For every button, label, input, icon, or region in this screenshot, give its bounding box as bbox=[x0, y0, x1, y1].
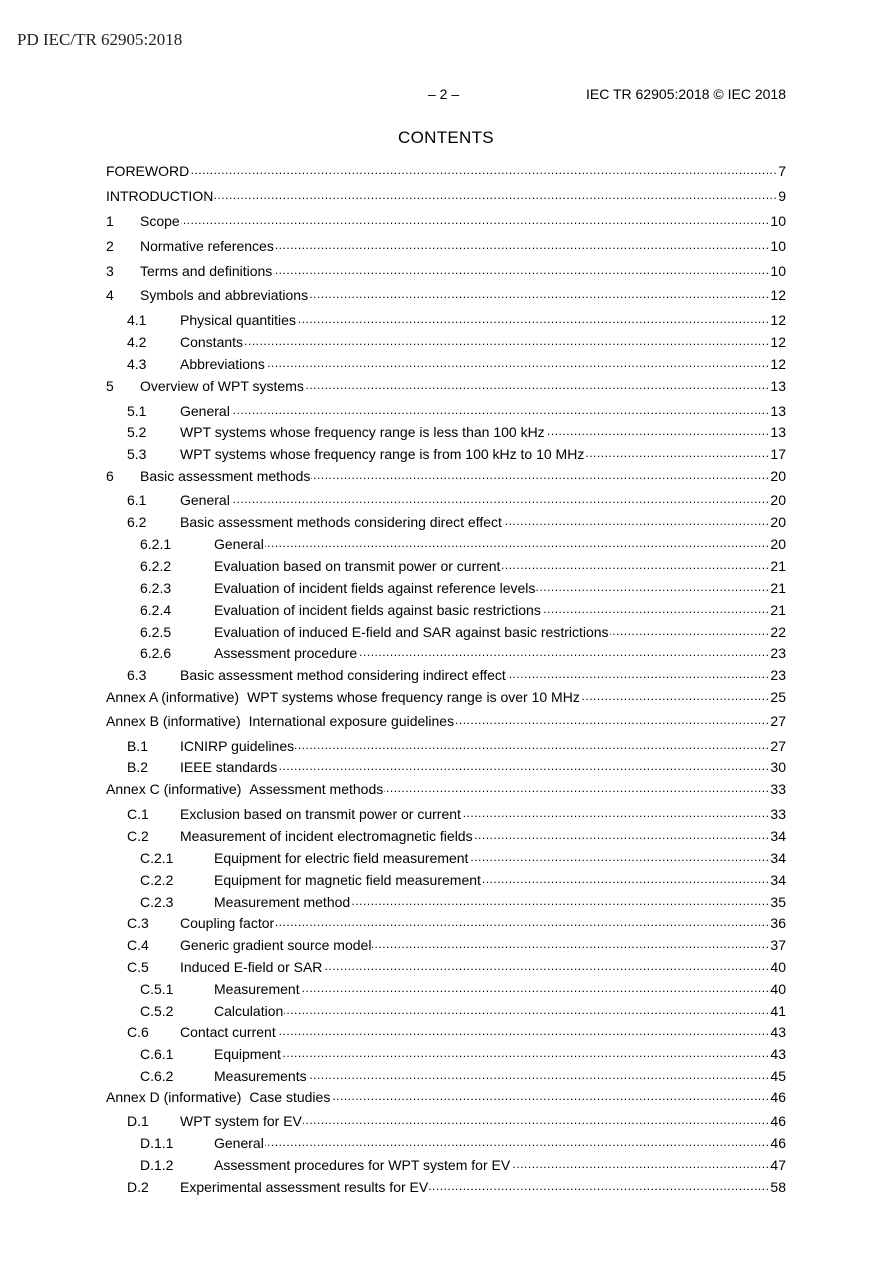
dot-leader bbox=[282, 1047, 769, 1059]
dot-leader bbox=[331, 1090, 769, 1102]
dot-leader bbox=[265, 1136, 770, 1148]
toc-entry-label: Basic assessment methods considering direct effect bbox=[180, 514, 502, 530]
toc-entry-number: 6.2.3 bbox=[140, 580, 172, 596]
toc-entry-page: 58 bbox=[770, 1179, 786, 1195]
dot-leader bbox=[429, 1180, 769, 1192]
dot-leader bbox=[308, 1069, 770, 1081]
toc-entry-page: 47 bbox=[770, 1157, 786, 1173]
toc-entry[interactable] bbox=[127, 445, 786, 463]
toc-entry-label: Assessment procedure bbox=[214, 645, 358, 661]
toc-entry-page: 13 bbox=[770, 378, 786, 394]
toc-entry-page: 35 bbox=[770, 894, 786, 910]
toc-entry-number: 4.1 bbox=[127, 312, 147, 328]
toc-entry[interactable] bbox=[140, 1134, 786, 1152]
toc-entry-page: 40 bbox=[770, 981, 786, 997]
toc-entry-label: Evaluation of incident fields against basic restrictions bbox=[214, 602, 541, 618]
document-id: IEC TR 62905:2018 © IEC 2018 bbox=[586, 86, 786, 102]
dot-leader bbox=[275, 916, 769, 928]
dot-leader bbox=[266, 357, 770, 369]
toc-entry-label: Contact current bbox=[180, 1024, 276, 1040]
dot-leader bbox=[275, 239, 770, 251]
toc-entry-number: 6.2.5 bbox=[140, 624, 172, 640]
toc-entry-label: General bbox=[180, 403, 230, 419]
toc-entry-label: ICNIRP guidelines bbox=[180, 738, 295, 754]
toc-entry-number: C.5.1 bbox=[140, 981, 174, 997]
dot-leader bbox=[297, 313, 769, 325]
toc-entry-page: 34 bbox=[770, 872, 786, 888]
toc-entry-number: C.5.2 bbox=[140, 1003, 174, 1019]
toc-entry-number: D.1.1 bbox=[140, 1135, 174, 1151]
toc-entry[interactable] bbox=[127, 1112, 786, 1130]
toc-entry-number: C.5 bbox=[127, 959, 149, 975]
toc-entry-number: 1 bbox=[106, 213, 114, 229]
dot-leader bbox=[181, 214, 770, 226]
toc-entry-page: 27 bbox=[770, 713, 786, 729]
toc-entry-label: Basic assessment method considering indirect effect bbox=[180, 667, 506, 683]
dot-leader bbox=[507, 668, 770, 680]
toc-entry-page: 36 bbox=[770, 915, 786, 931]
toc-entry-page: 34 bbox=[770, 850, 786, 866]
toc-entry-page: 25 bbox=[770, 689, 786, 705]
toc-entry[interactable] bbox=[140, 644, 786, 662]
dot-leader bbox=[265, 537, 770, 549]
toc-entry-number: C.6.2 bbox=[140, 1068, 174, 1084]
toc-entry-label: WPT systems whose frequency range is from 100 kHz to 10 MHz bbox=[180, 446, 585, 462]
toc-entry-label: WPT systems whose frequency range is over 10 MHz bbox=[247, 689, 580, 705]
toc-entry[interactable] bbox=[127, 827, 786, 845]
toc-entry-label: Measurements bbox=[214, 1068, 307, 1084]
toc-entry-label: Normative references bbox=[140, 238, 274, 254]
contents-title: CONTENTS bbox=[398, 128, 494, 147]
toc-entry-label: Case studies bbox=[249, 1089, 331, 1105]
toc-entry-number: D.1.2 bbox=[140, 1157, 174, 1173]
toc-entry-label: Equipment for electric field measurement bbox=[214, 850, 469, 866]
toc-entry-page: 27 bbox=[770, 738, 786, 754]
toc-entry-page: 13 bbox=[770, 424, 786, 440]
toc-entry-label: Evaluation based on transmit power or current bbox=[214, 558, 501, 574]
dot-leader bbox=[284, 1004, 769, 1016]
toc-entry-page: 12 bbox=[770, 312, 786, 328]
toc-entry-label: INTRODUCTION bbox=[106, 188, 214, 204]
toc-entry-number: C.2.3 bbox=[140, 894, 174, 910]
dot-leader bbox=[214, 189, 777, 201]
toc-entry-label: Coupling factor bbox=[180, 915, 275, 931]
toc-entry-number: 5 bbox=[106, 378, 114, 394]
toc-entry-number: 6.1 bbox=[127, 492, 147, 508]
toc-entry[interactable] bbox=[106, 187, 786, 205]
toc-entry-page: 20 bbox=[770, 468, 786, 484]
toc-entry-number: Annex C (informative) bbox=[106, 781, 242, 797]
toc-entry-number: 5.3 bbox=[127, 446, 147, 462]
toc-entry-page: 45 bbox=[770, 1068, 786, 1084]
toc-entry-page: 12 bbox=[770, 334, 786, 350]
dot-leader bbox=[278, 760, 769, 772]
toc-entry[interactable] bbox=[127, 737, 786, 755]
toc-entry-number: 2 bbox=[106, 238, 114, 254]
toc-entry-number: 6.2.1 bbox=[140, 536, 172, 552]
toc-entry-page: 40 bbox=[770, 959, 786, 975]
toc-entry[interactable] bbox=[106, 237, 786, 255]
dot-leader bbox=[384, 782, 769, 794]
toc-entry[interactable] bbox=[140, 893, 786, 911]
toc-entry-number: C.1 bbox=[127, 806, 149, 822]
toc-entry[interactable] bbox=[127, 936, 786, 954]
toc-entry[interactable] bbox=[127, 914, 786, 932]
toc-entry-page: 23 bbox=[770, 645, 786, 661]
toc-entry-label: Terms and definitions bbox=[140, 263, 273, 279]
toc-entry[interactable] bbox=[106, 780, 786, 798]
toc-entry[interactable] bbox=[106, 162, 786, 180]
toc-entry[interactable] bbox=[127, 491, 786, 509]
dot-leader bbox=[244, 335, 769, 347]
toc-entry-page: 20 bbox=[770, 536, 786, 552]
toc-entry-number: 4.2 bbox=[127, 334, 147, 350]
toc-entry-page: 33 bbox=[770, 781, 786, 797]
toc-entry-label: Induced E-field or SAR bbox=[180, 959, 323, 975]
toc-entry[interactable] bbox=[127, 423, 786, 441]
dot-leader bbox=[358, 646, 769, 658]
toc-entry-label: Overview of WPT systems bbox=[140, 378, 304, 394]
toc-entry[interactable] bbox=[106, 712, 786, 730]
dot-leader bbox=[501, 559, 769, 571]
toc-entry-page: 37 bbox=[770, 937, 786, 953]
dot-leader bbox=[303, 1114, 770, 1126]
toc-entry[interactable] bbox=[140, 535, 786, 553]
toc-entry-page: 20 bbox=[770, 492, 786, 508]
dot-leader bbox=[231, 404, 770, 416]
toc-entry-page: 22 bbox=[770, 624, 786, 640]
dot-leader bbox=[323, 960, 769, 972]
toc-entry[interactable] bbox=[140, 557, 786, 575]
toc-entry-number: 6.2.4 bbox=[140, 602, 172, 618]
toc-entry[interactable] bbox=[140, 623, 786, 641]
toc-entry-label: WPT systems whose frequency range is less than 100 kHz bbox=[180, 424, 545, 440]
dot-leader bbox=[190, 164, 777, 176]
toc-entry-label: General bbox=[214, 536, 264, 552]
toc-entry[interactable] bbox=[140, 601, 786, 619]
toc-entry-label: Symbols and abbreviations bbox=[140, 287, 309, 303]
toc-entry-page: 7 bbox=[778, 163, 786, 179]
dot-leader bbox=[277, 1025, 770, 1037]
toc-entry-number: 4.3 bbox=[127, 356, 147, 372]
dot-leader bbox=[585, 447, 769, 459]
dot-leader bbox=[455, 714, 769, 726]
dot-leader bbox=[372, 938, 769, 950]
toc-entry-label: Calculation bbox=[214, 1003, 284, 1019]
toc-entry[interactable] bbox=[106, 377, 786, 395]
dot-leader bbox=[482, 873, 770, 885]
toc-entry-number: Annex B (informative) bbox=[106, 713, 241, 729]
toc-entry[interactable] bbox=[127, 513, 786, 531]
toc-entry[interactable] bbox=[106, 212, 786, 230]
toc-entry-number: 6.3 bbox=[127, 667, 147, 683]
toc-entry-label: Measurement of incident electromagnetic fields bbox=[180, 828, 473, 844]
dot-leader bbox=[309, 288, 769, 300]
dot-leader bbox=[301, 982, 770, 994]
toc-entry-label: Evaluation of induced E-field and SAR against basic restrictions bbox=[214, 624, 609, 640]
toc-entry-page: 20 bbox=[770, 514, 786, 530]
toc-entry[interactable] bbox=[140, 980, 786, 998]
toc-entry-page: 43 bbox=[770, 1024, 786, 1040]
toc-entry-label: Exclusion based on transmit power or current bbox=[180, 806, 461, 822]
toc-entry-number: Annex A (informative) bbox=[106, 689, 240, 705]
toc-entry[interactable] bbox=[140, 1067, 786, 1085]
toc-entry-number: C.4 bbox=[127, 937, 149, 953]
dot-leader bbox=[469, 851, 769, 863]
dot-leader bbox=[351, 895, 769, 907]
toc-entry-label: General bbox=[214, 1135, 264, 1151]
dot-leader bbox=[462, 807, 770, 819]
toc-entry-label: Generic gradient source model bbox=[180, 937, 372, 953]
toc-entry-label: Scope bbox=[140, 213, 180, 229]
document-stamp: PD IEC/TR 62905:2018 bbox=[17, 30, 183, 49]
toc-entry-label: IEEE standards bbox=[180, 759, 278, 775]
toc-entry-label: Measurement bbox=[214, 981, 300, 997]
page-header bbox=[0, 86, 892, 104]
toc-entry-page: 46 bbox=[770, 1135, 786, 1151]
toc-entry-number: Annex D (informative) bbox=[106, 1089, 242, 1105]
toc-entry-number: C.3 bbox=[127, 915, 149, 931]
toc-entry-page: 30 bbox=[770, 759, 786, 775]
toc-entry[interactable] bbox=[127, 805, 786, 823]
toc-entry-label: WPT system for EV bbox=[180, 1113, 302, 1129]
toc-entry[interactable] bbox=[127, 333, 786, 351]
dot-leader bbox=[581, 690, 770, 702]
toc-entry[interactable] bbox=[127, 402, 786, 420]
dot-leader bbox=[273, 264, 769, 276]
toc-entry-page: 10 bbox=[770, 213, 786, 229]
toc-entry[interactable] bbox=[127, 1023, 786, 1041]
toc-entry-number: 5.2 bbox=[127, 424, 147, 440]
toc-entry-number: D.1 bbox=[127, 1113, 149, 1129]
toc-entry-label: Assessment procedures for WPT system for EV bbox=[214, 1157, 511, 1173]
toc-entry-label: Constants bbox=[180, 334, 244, 350]
toc-entry-label: Basic assessment methods bbox=[140, 468, 311, 484]
toc-entry-page: 12 bbox=[770, 287, 786, 303]
toc-entry-number: 6.2 bbox=[127, 514, 147, 530]
toc-entry[interactable] bbox=[140, 849, 786, 867]
toc-entry[interactable] bbox=[140, 1002, 786, 1020]
dot-leader bbox=[536, 581, 769, 593]
toc-entry[interactable] bbox=[140, 1045, 786, 1063]
toc-entry-label: Equipment bbox=[214, 1046, 281, 1062]
toc-entry-page: 17 bbox=[770, 446, 786, 462]
toc-entry[interactable] bbox=[127, 958, 786, 976]
toc-entry-page: 21 bbox=[770, 602, 786, 618]
toc-entry-page: 34 bbox=[770, 828, 786, 844]
toc-entry-number: D.2 bbox=[127, 1179, 149, 1195]
toc-entry[interactable] bbox=[140, 579, 786, 597]
toc-entry-page: 21 bbox=[770, 558, 786, 574]
toc-entry-page: 23 bbox=[770, 667, 786, 683]
toc-entry-page: 46 bbox=[770, 1113, 786, 1129]
toc-entry-page: 21 bbox=[770, 580, 786, 596]
dot-leader bbox=[610, 625, 770, 637]
toc-entry-number: 6 bbox=[106, 468, 114, 484]
dot-leader bbox=[511, 1158, 769, 1170]
page-number: – 2 – bbox=[428, 86, 460, 102]
toc-entry[interactable] bbox=[140, 1156, 786, 1174]
dot-leader bbox=[295, 739, 769, 751]
toc-entry-label: General bbox=[180, 492, 230, 508]
toc-entry-number: B.2 bbox=[127, 759, 149, 775]
toc-entry[interactable] bbox=[140, 871, 786, 889]
toc-entry-label: Abbreviations bbox=[180, 356, 265, 372]
toc-entry-page: 10 bbox=[770, 238, 786, 254]
toc-entry-label: International exposure guidelines bbox=[248, 713, 455, 729]
toc-entry-page: 43 bbox=[770, 1046, 786, 1062]
toc-entry-label: FOREWORD bbox=[106, 163, 190, 179]
toc-entry-number: C.2.1 bbox=[140, 850, 174, 866]
toc-entry[interactable] bbox=[127, 666, 786, 684]
dot-leader bbox=[542, 603, 770, 615]
dot-leader bbox=[305, 379, 770, 391]
toc-entry[interactable] bbox=[127, 311, 786, 329]
toc-entry[interactable] bbox=[106, 262, 786, 280]
toc-entry-number: 3 bbox=[106, 263, 114, 279]
toc-entry-page: 12 bbox=[770, 356, 786, 372]
toc-entry-label: Assessment methods bbox=[249, 781, 384, 797]
dot-leader bbox=[503, 515, 770, 527]
toc-entry-number: C.6 bbox=[127, 1024, 149, 1040]
toc-entry-number: 4 bbox=[106, 287, 114, 303]
dot-leader bbox=[546, 425, 770, 437]
toc-entry-number: 6.2.2 bbox=[140, 558, 172, 574]
toc-entry-label: Physical quantities bbox=[180, 312, 296, 328]
dot-leader bbox=[474, 829, 770, 841]
toc-entry-page: 46 bbox=[770, 1089, 786, 1105]
toc-entry[interactable] bbox=[127, 1178, 786, 1196]
toc-entry-number: B.1 bbox=[127, 738, 149, 754]
toc-entry[interactable] bbox=[127, 355, 786, 373]
toc-entry-label: Evaluation of incident fields against reference levels bbox=[214, 580, 536, 596]
toc-entry[interactable] bbox=[106, 1088, 786, 1106]
toc-entry-page: 10 bbox=[770, 263, 786, 279]
toc-entry[interactable] bbox=[106, 467, 786, 485]
toc-entry-page: 9 bbox=[778, 188, 786, 204]
toc-entry-page: 41 bbox=[770, 1003, 786, 1019]
toc-entry[interactable] bbox=[106, 688, 786, 706]
toc-entry[interactable] bbox=[106, 286, 786, 304]
toc-entry-number: C.2 bbox=[127, 828, 149, 844]
toc-entry-label: Measurement method bbox=[214, 894, 351, 910]
toc-entry[interactable] bbox=[127, 758, 786, 776]
toc-entry-number: C.6.1 bbox=[140, 1046, 174, 1062]
dot-leader bbox=[311, 469, 769, 481]
toc-entry-page: 13 bbox=[770, 403, 786, 419]
toc-entry-label: Equipment for magnetic field measurement bbox=[214, 872, 481, 888]
toc-entry-number: 5.1 bbox=[127, 403, 147, 419]
toc-entry-number: 6.2.6 bbox=[140, 645, 172, 661]
toc-entry-number: C.2.2 bbox=[140, 872, 174, 888]
dot-leader bbox=[231, 493, 770, 505]
toc-entry-label: Experimental assessment results for EV bbox=[180, 1179, 429, 1195]
toc-entry-page: 33 bbox=[770, 806, 786, 822]
